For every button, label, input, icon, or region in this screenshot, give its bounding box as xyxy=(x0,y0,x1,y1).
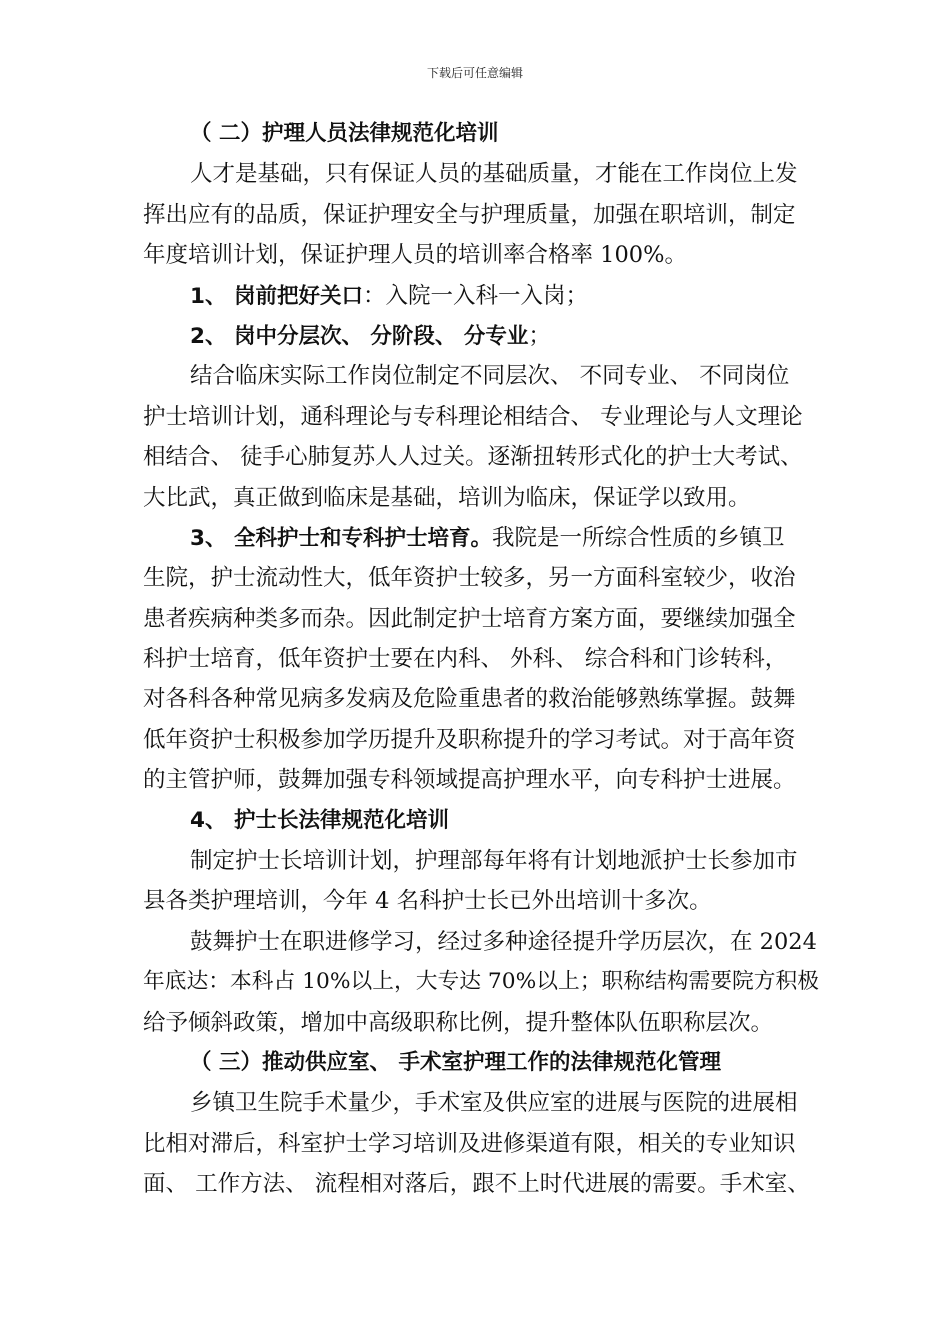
list-item-1-title: 1、 岗前把好关口 xyxy=(190,283,363,309)
paragraph-line: 挥出应有的品质，保证护理安全与护理质量，加强在职培训，制定 xyxy=(143,201,796,228)
paragraph-line: 人才是基础，只有保证人员的基础质量，才能在工作岗位上发 xyxy=(190,161,798,188)
paragraph-line: 科护士培育，低年资护士要在内科、 外科、 综合科和门诊转科， xyxy=(143,646,788,673)
section-heading-3: （ 三）推动供应室、 手术室护理工作的法律规范化管理 xyxy=(190,1049,721,1075)
list-item-2 xyxy=(143,316,825,356)
paragraph-line: 年度培训计划，保证护理人员的培训率合格率 100%。 xyxy=(143,242,687,269)
paragraph-line: 面、 工作方法、 流程相对落后，跟不上时代进展的需要。手术室、 xyxy=(143,1171,810,1198)
document-body xyxy=(143,114,825,1205)
paragraph-line: 大比武，真正做到临床是基础，培训为临床，保证学以致用。 xyxy=(143,484,751,511)
list-item-4-title: 4、 护士长法律规范化培训 xyxy=(190,807,449,833)
page-header: 下载后可任意编辑 xyxy=(426,66,523,80)
paragraph-line: 结合临床实际工作岗位制定不同层次、 不同专业、 不同岗位 xyxy=(190,363,790,390)
paragraph-line: 乡镇卫生院手术量少，手术室及供应室的进展与医院的进展相 xyxy=(190,1090,798,1117)
paragraph-line: 相结合、 徒手心肺复苏人人过关。逐渐扭转形式化的护士大考试、 xyxy=(143,444,803,471)
paragraph-line: 对各科各种常见病多发病及危险重患者的救治能够熟练掌握。鼓舞 xyxy=(143,686,796,713)
paragraph-line: 鼓舞护士在职进修学习，经过多种途径提升学历层次，在 2024 xyxy=(190,928,817,955)
paragraph-line: 生院，护士流动性大，低年资护士较多，另一方面科室较少，收治 xyxy=(143,565,796,592)
paragraph-line: 比相对滞后，科室护士学习培训及进修渠道有限，相关的专业知识 xyxy=(143,1130,796,1157)
list-item-2-text: ； xyxy=(528,322,551,349)
paragraph-line: 给予倾斜政策，增加中高级职称比例，提升整体队伍职称层次。 xyxy=(143,1009,774,1036)
paragraph-line: 低年资护士积极参加学历提升及职称提升的学习考试。对于高年资 xyxy=(143,726,796,753)
list-item-3 xyxy=(143,518,825,558)
list-item-2-title: 2、 岗中分层次、 分阶段、 分专业 xyxy=(190,323,529,349)
list-item-1-text: ：入院一入科一入岗； xyxy=(362,282,588,309)
section-heading-2: （ 二）护理人员法律规范化培训 xyxy=(190,121,499,146)
paragraph-line: 年底达：本科占 10%以上，大专达 70%以上；职称结构需要院方积极 xyxy=(143,969,820,995)
paragraph-line: 制定护士长培训计划，护理部每年将有计划地派护士长参加市 xyxy=(190,848,798,875)
paragraph-line: 护士培训计划，通科理论与专科理论相结合、 专业理论与人文理论 xyxy=(143,403,803,430)
list-item-3-title: 3、 全科护士和专科护士培育。 xyxy=(190,525,492,551)
paragraph-line: 县各类护理培训，今年 4 名科护士长已外出培训十多次。 xyxy=(143,888,712,915)
paragraph-line: 的主管护师，鼓舞加强专科领域提高护理水平，向专科护士进展。 xyxy=(143,767,796,794)
list-item-1 xyxy=(143,276,825,316)
list-item-3-text: 我院是一所综合性质的乡镇卫 xyxy=(491,524,785,551)
paragraph-line: 患者疾病种类多而杂。因此制定护士培育方案方面，要继续加强全 xyxy=(143,605,796,632)
